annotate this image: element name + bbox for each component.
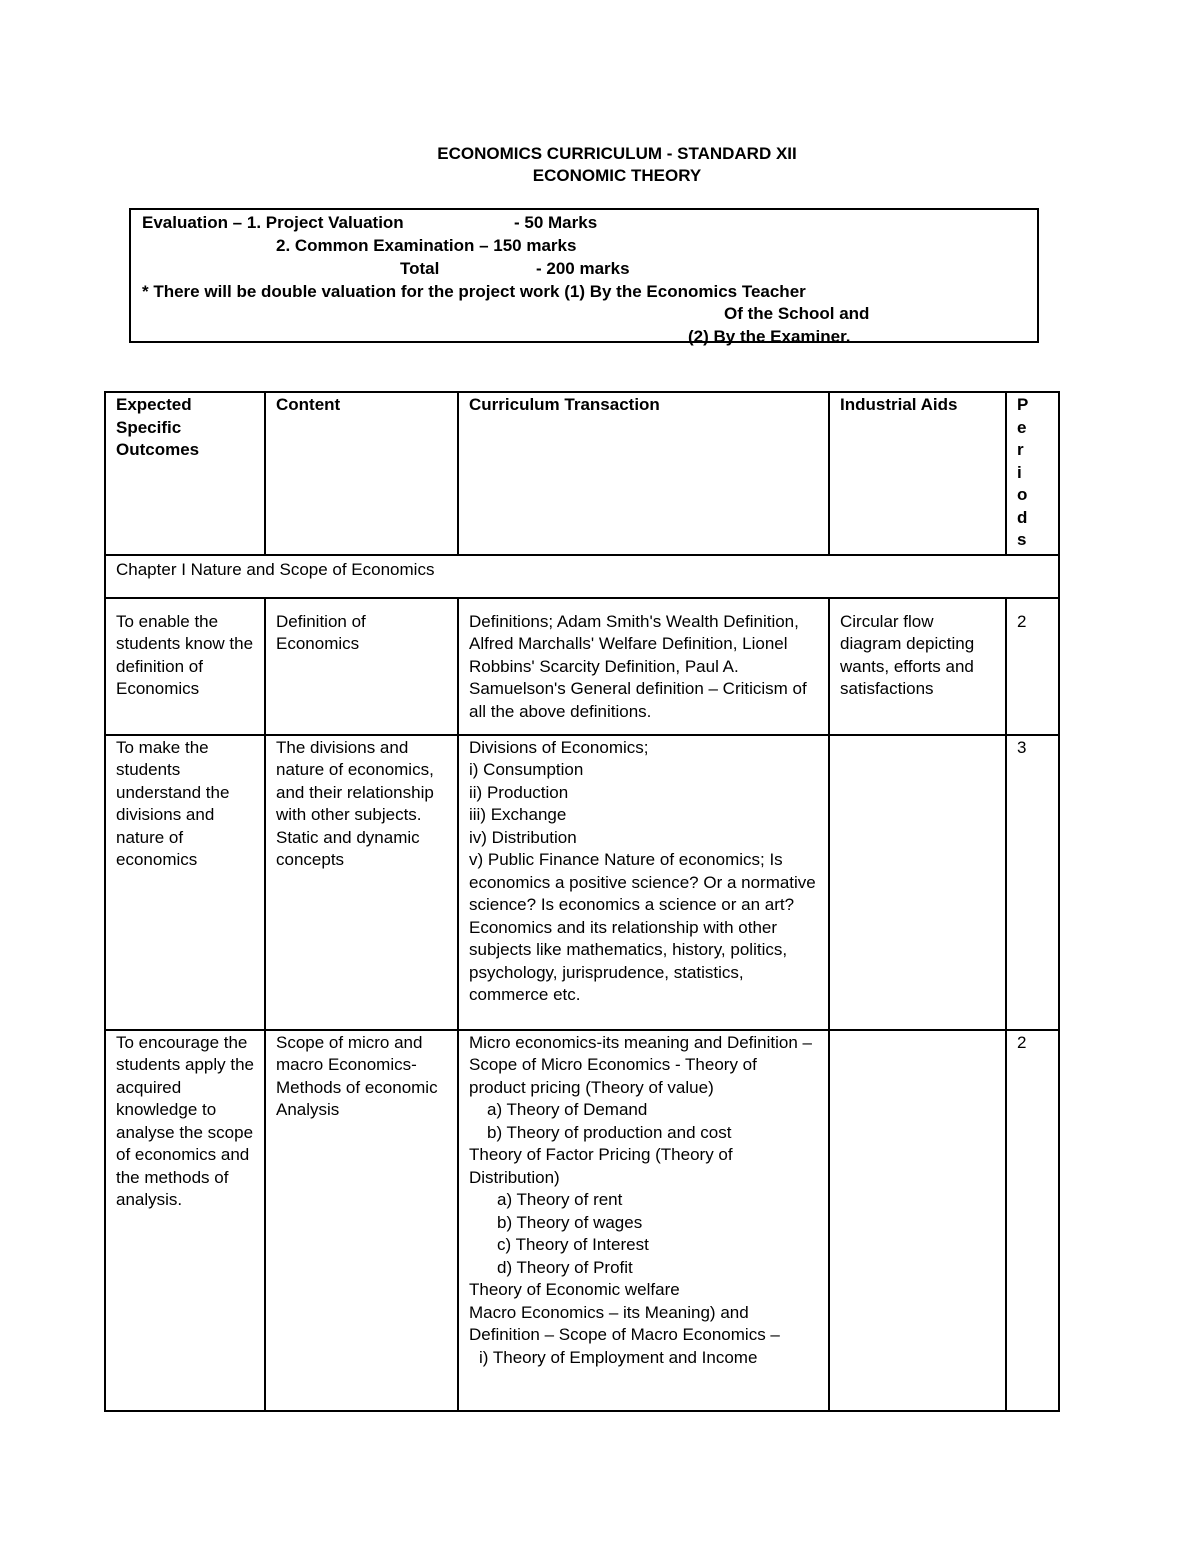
periods-letter: r	[1017, 440, 1024, 459]
header-aids: Industrial Aids	[829, 392, 1006, 555]
periods-letter: e	[1017, 417, 1027, 437]
header-transaction: Curriculum Transaction	[458, 392, 829, 555]
periods-cell: 2	[1006, 598, 1059, 735]
transaction-line: iii) Exchange	[469, 805, 567, 824]
header-outcomes: Expected Specific Outcomes	[105, 392, 265, 555]
transaction-line: Theory of Economic welfare	[469, 1280, 680, 1299]
outcome-cell: To encourage the students apply the acquired knowledge to analyse the scope of economics and the methods of analysis.	[105, 1030, 265, 1411]
evaluation-note-cont: Of the School and	[724, 304, 870, 323]
periods-letter: o	[1017, 485, 1028, 504]
content-cell: Definition of Economics	[265, 598, 458, 735]
header-content: Content	[265, 392, 458, 555]
transaction-line: Divisions of Economics;	[469, 737, 649, 757]
content-cell: Scope of micro and macro Economics- Methods of economic Analysis	[265, 1030, 458, 1411]
periods-cell: 2	[1006, 1030, 1059, 1411]
title-line: ECONOMICS CURRICULUM - STANDARD XII	[437, 144, 797, 163]
evaluation-box	[129, 208, 1039, 346]
evaluation-total-label: Total	[400, 259, 440, 278]
transaction-line: ii) Production	[469, 782, 569, 802]
aids-cell	[829, 735, 1006, 1030]
curriculum-table	[104, 391, 1060, 1412]
evaluation-line-1-label: Evaluation – 1. Project Valuation	[142, 213, 404, 232]
transaction-line: i) Consumption	[469, 760, 584, 779]
outcome-cell: To make the students understand the divisions and nature of economics	[105, 735, 265, 1030]
outcome-cell: To enable the students know the definition of Economics	[105, 598, 265, 735]
periods-letter: P	[1017, 395, 1029, 414]
aids-cell	[829, 1030, 1006, 1411]
evaluation-note: * There will be double valuation for the project work (1) By the Economics Teacher	[142, 282, 806, 301]
document-title	[0, 143, 1200, 187]
chapter-row	[105, 555, 1059, 598]
transaction-line: Macro Economics – its Meaning) and Definition – Scope of Macro Economics –	[469, 1302, 780, 1344]
transaction-line: a) Theory of rent	[497, 1190, 623, 1209]
content-cell: The divisions and nature of economics, and their relationship with other subjects. Static and dynamic concepts	[265, 735, 458, 1030]
periods-letter: d	[1017, 507, 1028, 527]
transaction-line: v) Public Finance Nature of economics; Is economics a positive science? Or a normative science? Is economics a science or an art? Economics and its relationship with other subjects like mathematics, history, politics, psychology, jurisprudence, statistics, commerce etc.	[469, 850, 816, 1004]
transaction-line: Micro economics-its meaning and Definition – Scope of Micro Economics - Theory of product pricing (Theory of value)	[469, 1032, 812, 1097]
header-periods	[1006, 392, 1059, 555]
aids-cell: Circular flow diagram depicting wants, efforts and satisfactions	[829, 598, 1006, 735]
transaction-line: b) Theory of production and cost	[487, 1122, 732, 1142]
transaction-cell	[458, 735, 829, 1030]
transaction-line: c) Theory of Interest	[497, 1235, 649, 1254]
table-row	[105, 735, 1059, 1030]
transaction-cell: Definitions; Adam Smith's Wealth Definition, Alfred Marchalls' Welfare Definition, Lionel Robbins' Scarcity Definition, Paul A. Samuelson's General definition – Criticism of all the above definitions.	[458, 598, 829, 735]
periods-cell: 3	[1006, 735, 1059, 1030]
evaluation-total-value: - 200 marks	[536, 259, 630, 278]
subtitle-line: ECONOMIC THEORY	[532, 166, 702, 185]
evaluation-note-end: (2) By the Examiner.	[688, 327, 851, 346]
chapter-heading: Chapter I Nature and Scope of Economics	[105, 555, 1059, 598]
transaction-line: iv) Distribution	[469, 827, 577, 847]
periods-letter: i	[1017, 462, 1022, 482]
transaction-cell	[458, 1030, 829, 1411]
transaction-line: d) Theory of Profit	[497, 1257, 633, 1277]
evaluation-line-1-value: - 50 Marks	[514, 213, 598, 232]
table-header-row	[105, 392, 1059, 555]
table-row	[105, 598, 1059, 735]
periods-letter: s	[1017, 530, 1027, 549]
transaction-line: a) Theory of Demand	[487, 1100, 648, 1119]
evaluation-line-2: 2. Common Examination – 150 marks	[276, 236, 577, 255]
table-row	[105, 1030, 1059, 1411]
transaction-line: i) Theory of Employment and Income	[479, 1347, 758, 1367]
transaction-line: b) Theory of wages	[497, 1212, 643, 1232]
transaction-line: Theory of Factor Pricing (Theory of Distribution)	[469, 1145, 733, 1187]
